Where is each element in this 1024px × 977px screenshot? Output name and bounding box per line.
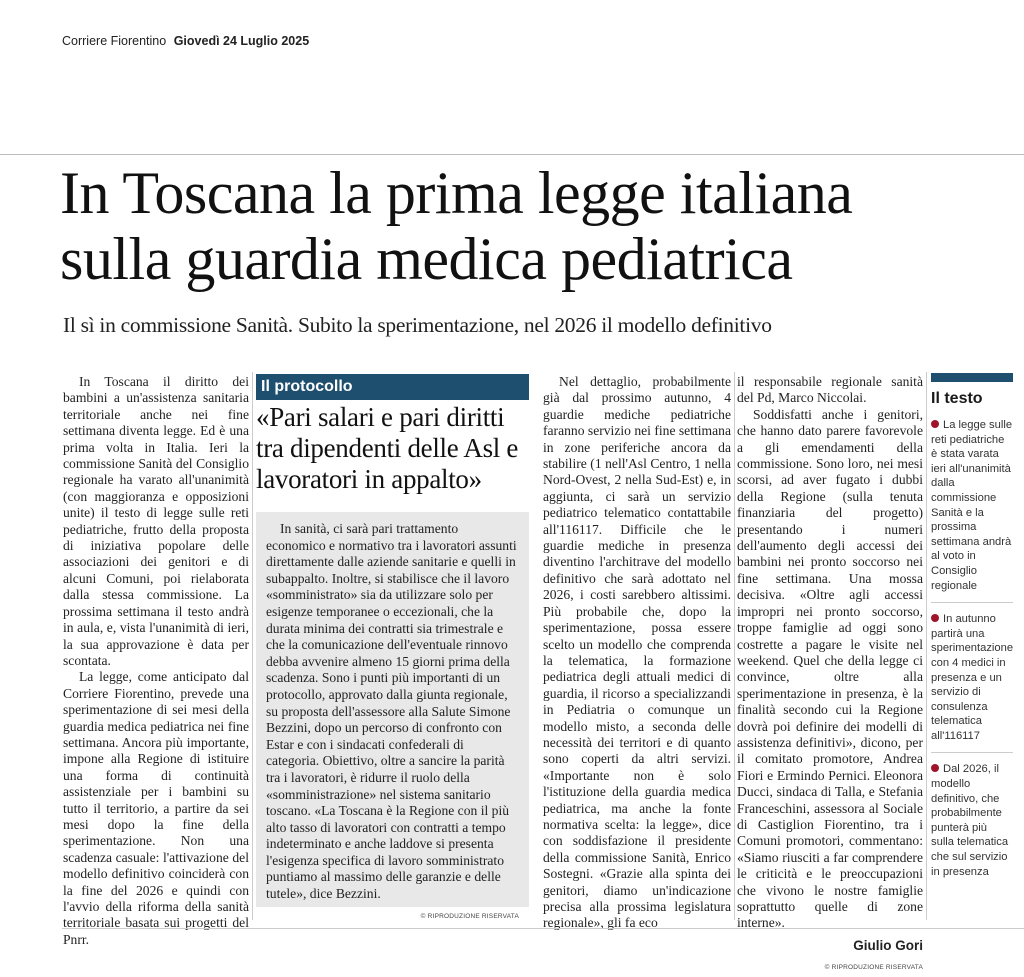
box-label: Il protocollo [256, 374, 529, 400]
sidebar-item-text: La legge sulle reti pediatriche è stata varata ieri all'unanimità dalla commissione Sanità e la prossima settimana andrà al voto in Consiglio regionale [931, 419, 1013, 592]
byline: Giulio Gori [853, 937, 923, 953]
paragraph: Soddisfatti anche i genitori, che hanno dato parere favorevole a gli emendamenti della commissione. Sono loro, nei mesi scorsi, ad aver fugato i dubbi della Regione (sulla tenuta finanziaria del progetto) presentando i numeri dell'aumento degli accessi dei bambini nei pronto soccorso nei fine settimana. Una mossa decisiva. «Oltre agli accessi impropri nei pronto soccorso, troppe famiglie ad oggi sono costrette a pagare le visite nel weekend. Quel che della legge ci convince, oltre alla sperimentazione in presenza, è la finalità secondo cui la Regione dovrà poi definire dei modelli di assistenza definitivi», dicono, per il comitato promotore, Andrea Fiori e Ermindo Pernici. Eleonora Ducci, sindaca di Talla, e Stefania Franceschini, assessora al Sociale di Castiglion Fiorentino, tra i Comuni promotori, commentano: «Siamo riusciti a far comprendere le criticità e le preoccupazioni che vivono le nostre famiglie soprattutto quelle di zone interne». [737, 406, 923, 931]
bullet-icon [931, 764, 939, 772]
article-title [60, 160, 960, 292]
box-body [256, 512, 529, 920]
column-divider [252, 372, 253, 920]
column-divider [926, 372, 927, 920]
column-divider [734, 372, 735, 920]
article-copyright: © RIPRODUZIONE RISERVATA [824, 964, 923, 972]
masthead [62, 34, 309, 48]
sidebar-item-text: In autunno partirà una sperimentazione con 4 medici in presenza e un servizio di consulenza telematica all'116117 [931, 613, 1014, 742]
box-headline: «Pari salari e pari diritti tra dipendenti delle Asl e lavoratori in appalto» [256, 402, 519, 494]
article-column-4 [737, 374, 923, 977]
sidebar-item [931, 612, 1013, 753]
article-column-3 [543, 374, 731, 932]
title-line-1: In Toscana la prima legge italiana [60, 160, 853, 226]
box-copyright: © RIPRODUZIONE RISERVATA [420, 912, 519, 920]
sidebar-item [931, 418, 1013, 603]
issue-date: Giovedì 24 Luglio 2025 [173, 34, 310, 48]
paragraph: Nel dettaglio, probabilmente già dal prossimo autunno, 4 guardie mediche pediatriche faranno servizio nei fine settimana in zone periferiche ancora da stabilire (1 nell'Asl Centro, 1 nella Nord-Ovest, 2 nella Sud-Est) e, in aggiunta, ci sarà un servizio pediatrico telematico contattabile all'116117. Difficile che le guardie mediche in presenza diventino l'architrave del modello definitivo che sarà adottato nel 2026, i costi sarebbero altissimi. Più probabile che, dopo la sperimentazione, possa essere scelto un modello che comprenda la telematica, la formazione pediatrica degli attuali medici di guardia, il ricorso a specializzandi in Pediatria o comunque un modello misto, a seconda delle necessità dei territori e di quanto sono coperti da altri servizi. «Importante non è solo l'istituzione della guardia medica pediatrica, ma anche la fonte normativa scelta: la legge», dice con soddisfazione il presidente della commissione Sanità, Enrico Sostegni. «Grazie alla spinta dei genitori, diamo un'indicazione precisa alla prossima legislatura regionale», gli fa eco [543, 374, 731, 931]
sidebar-item [931, 762, 1013, 888]
divider [0, 154, 1024, 155]
paragraph: In Toscana il diritto dei bambini a un'assistenza sanitaria territoriale anche nei fine settimana diventa legge. Ed è una prima volta in Italia. Ieri la commissione Sanità del Consiglio regionale ha varato all'unanimità (con maggioranza e opposizioni unite) il testo di legge sulle reti pediatriche, frutto della proposta di iniziativa popolare delle associazioni dei genitori e di alcuni Comuni, poi rielaborata dalla stessa commissione. La prossima settimana il testo andrà in aula, e, vista l'unanimità di ieri, la sua approvazione è data per scontata. [63, 374, 249, 668]
sidebar-item-text: Dal 2026, il modello definitivo, che probabilmente punterà più sulla telematica che sul servizio in presenza [931, 763, 1009, 878]
newspaper-name: Corriere Fiorentino [62, 34, 167, 48]
article-subtitle: Il sì in commissione Sanità. Subito la sperimentazione, nel 2026 il modello definitivo [63, 313, 772, 337]
sidebar-title: Il testo [931, 390, 983, 407]
paragraph: il responsabile regionale sanità del Pd, Marco Niccolai. [737, 374, 923, 406]
divider [62, 928, 1024, 929]
article-column-1 [63, 374, 249, 948]
sidebar [931, 373, 1013, 897]
title-line-2: sulla guardia medica pediatrica [60, 226, 793, 292]
bullet-icon [931, 420, 939, 428]
bullet-icon [931, 614, 939, 622]
paragraph: La legge, come anticipato dal Corriere Fiorentino, prevede una sperimentazione di sei mesi della guardia medica pediatrica nei fine settimana. Ancora più importante, impone alla Regione di istituire una forma di continuità assistenziale per i bambini su tutto il territorio, a partire da sei mesi dopo la fine della sperimentazione. Non una scadenza casuale: l'attivazione del modello definitivo coinciderà con la fine del 2026 e quindi con l'avvio della riforma della sanità territoriale basata sui progetti del Pnrr. [63, 669, 249, 947]
box-paragraph: In sanità, ci sarà pari trattamento economico e normativo tra i lavoratori assunti direttamente dalle aziende sanitarie e quelli in subappalto. Inoltre, si stabilisce che il lavoro «somministrato» sia da utilizzare solo per esigenze temporanee o eccezionali, che la durata minima dei contratti sia trimestrale e che la comunicazione dell'eventuale rinnovo debba avvenire almeno 15 giorni prima della scadenza. Sono i punti più importanti di un protocollo, approvato dalla giunta regionale, su proposta dell'assessore alla Salute Simone Bezzini, dopo un percorso di confronto con Estar e con i sindacati confederali di categoria. Obiettivo, oltre a sancire la parità tra i lavoratori, è ridurre il ruolo della «somministrazione» nel sistema sanitario toscano. «La Toscana è la Regione con il più alto tasso di lavoratori con contratti a tempo indeterminato e anche laddove si presenta l'esigenza specifica di lavoro somministrato puntiamo al massimo delle garanzie e delle tutele», dice Bezzini. [266, 521, 517, 902]
sidebar-accent-bar [931, 373, 1013, 382]
